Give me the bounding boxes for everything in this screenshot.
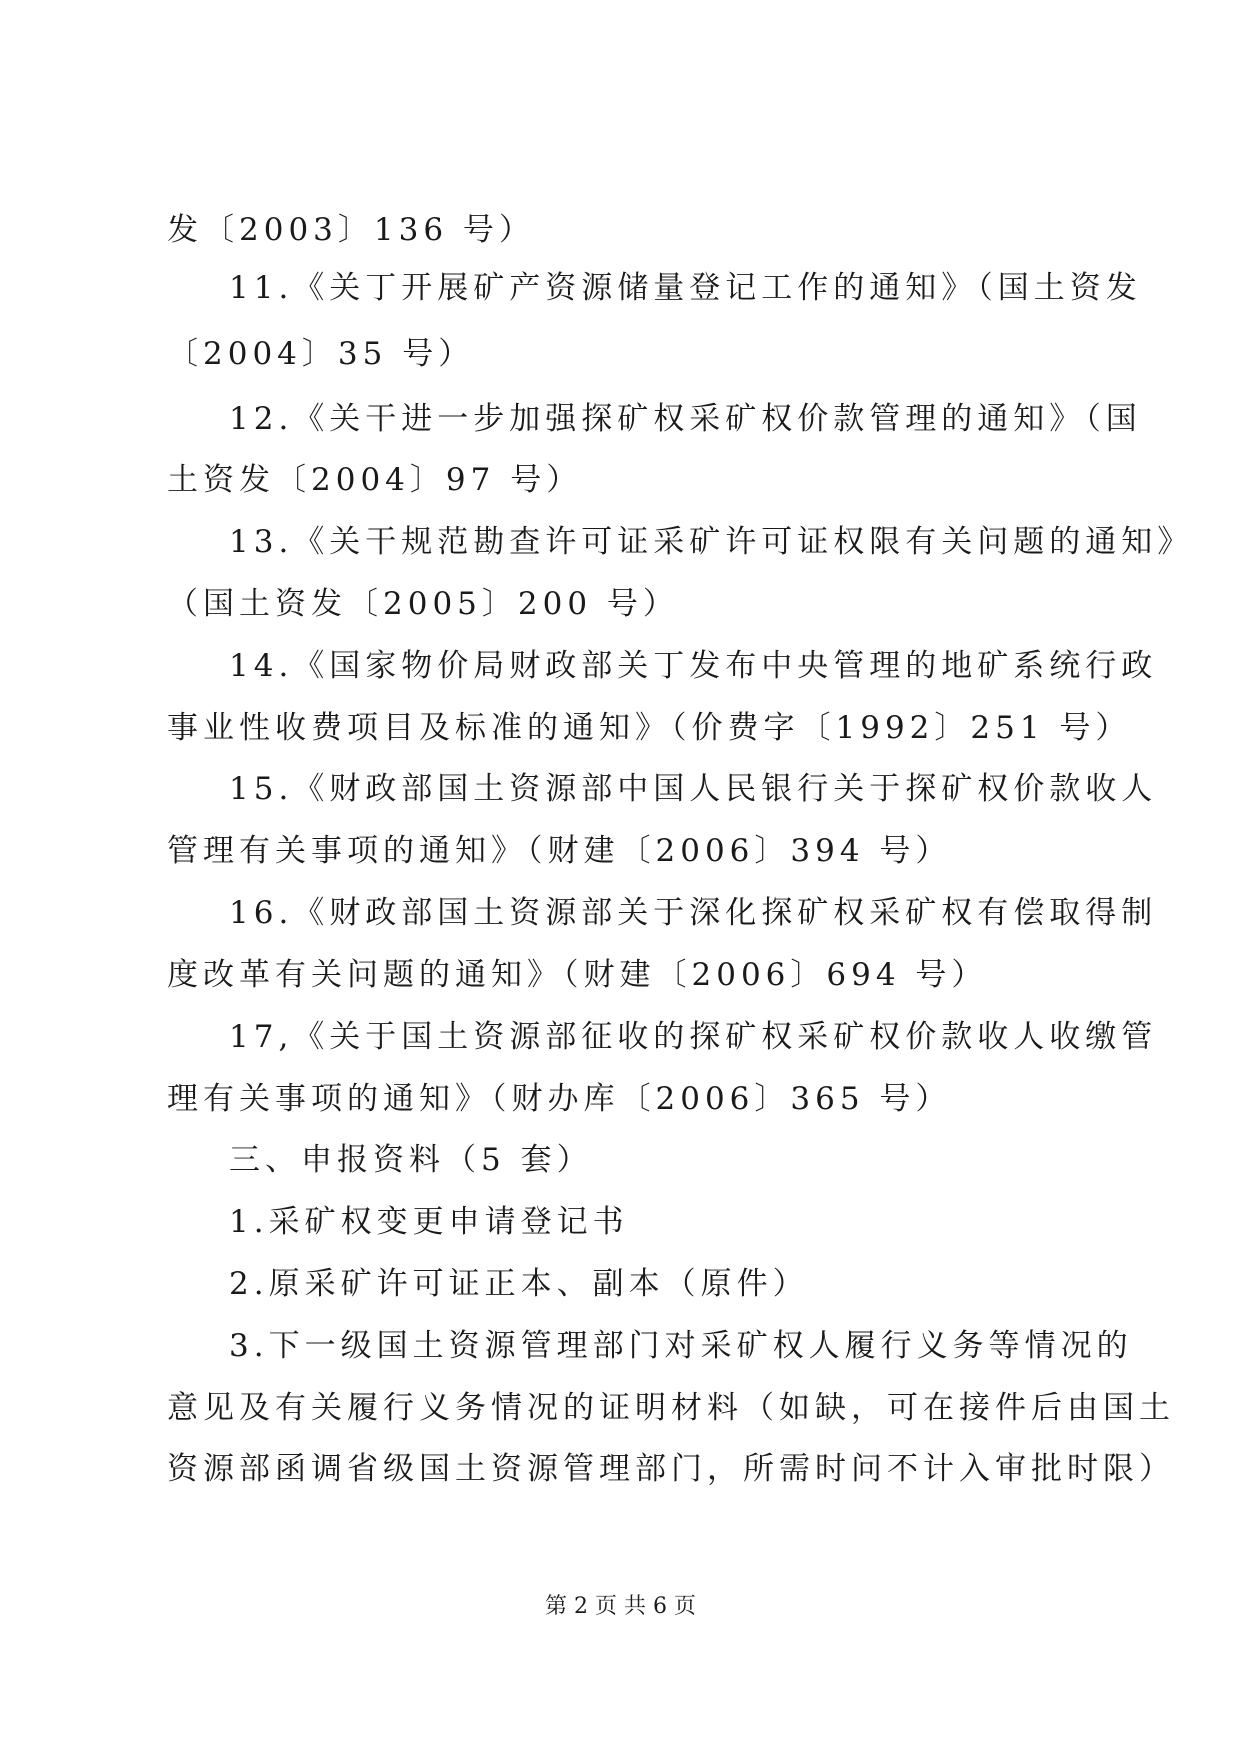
text-line: 意见及有关履行义务情况的证明材料（如缺，可在接件后由国土 [167, 1390, 1175, 1426]
text-line: 3.下一级国土资源管理部门对采矿权人履行义务等情况的 [229, 1328, 1133, 1364]
text-line: 事业性收费项目及标准的通知》（价费字〔1992〕251 号） [167, 710, 1132, 746]
text-line: 土资发〔2004〕97 号） [167, 462, 583, 498]
text-line: 〔2004〕35 号） [167, 336, 475, 372]
text-line: （国土资发〔2005〕200 号） [167, 586, 679, 622]
text-line: 资源部函调省级国土资源管理部门，所需时问不计入审批时限） [167, 1451, 1175, 1487]
text-line: 管理有关事项的通知》（财建〔2006〕394 号） [167, 833, 952, 869]
text-line: 度改革有关问题的通知》（财建〔2006〕694 号） [167, 957, 988, 993]
text-line: 17,《关于国土资源部征收的探矿权采矿权价款收人收缴管 [229, 1019, 1158, 1055]
text-line: 15.《财政部国土资源部中国人民银行关于探矿权价款收人 [229, 771, 1158, 807]
text-line: 理有关事项的通知》（财办库〔2006〕365 号） [167, 1081, 952, 1117]
page-footer: 第 2 页 共 6 页 [545, 1594, 696, 1619]
text-line: 2.原采矿许可证正本、副本（原件） [229, 1266, 809, 1302]
text-line: 13.《关干规范勘查许可证采矿许可证权限有关问题的通知》 [229, 524, 1194, 560]
text-line: 11.《关丁开展矿产资源储量登记工作的通知》（国土资发 [229, 270, 1142, 306]
text-line: 发〔2003〕136 号） [167, 212, 535, 248]
text-line: 14.《国家物价局财政部关丁发布中央管理的地矿系统行政 [229, 648, 1158, 684]
section-heading: 三、申报资料（5 套） [229, 1142, 593, 1178]
text-line: 1.采矿权变更申请登记书 [229, 1204, 629, 1240]
text-line: 12.《关干进一步加强探矿权采矿权价款管理的通知》（国 [229, 401, 1142, 437]
text-line: 16.《财政部国土资源部关于深化探矿权采矿权有偿取得制 [229, 895, 1158, 931]
